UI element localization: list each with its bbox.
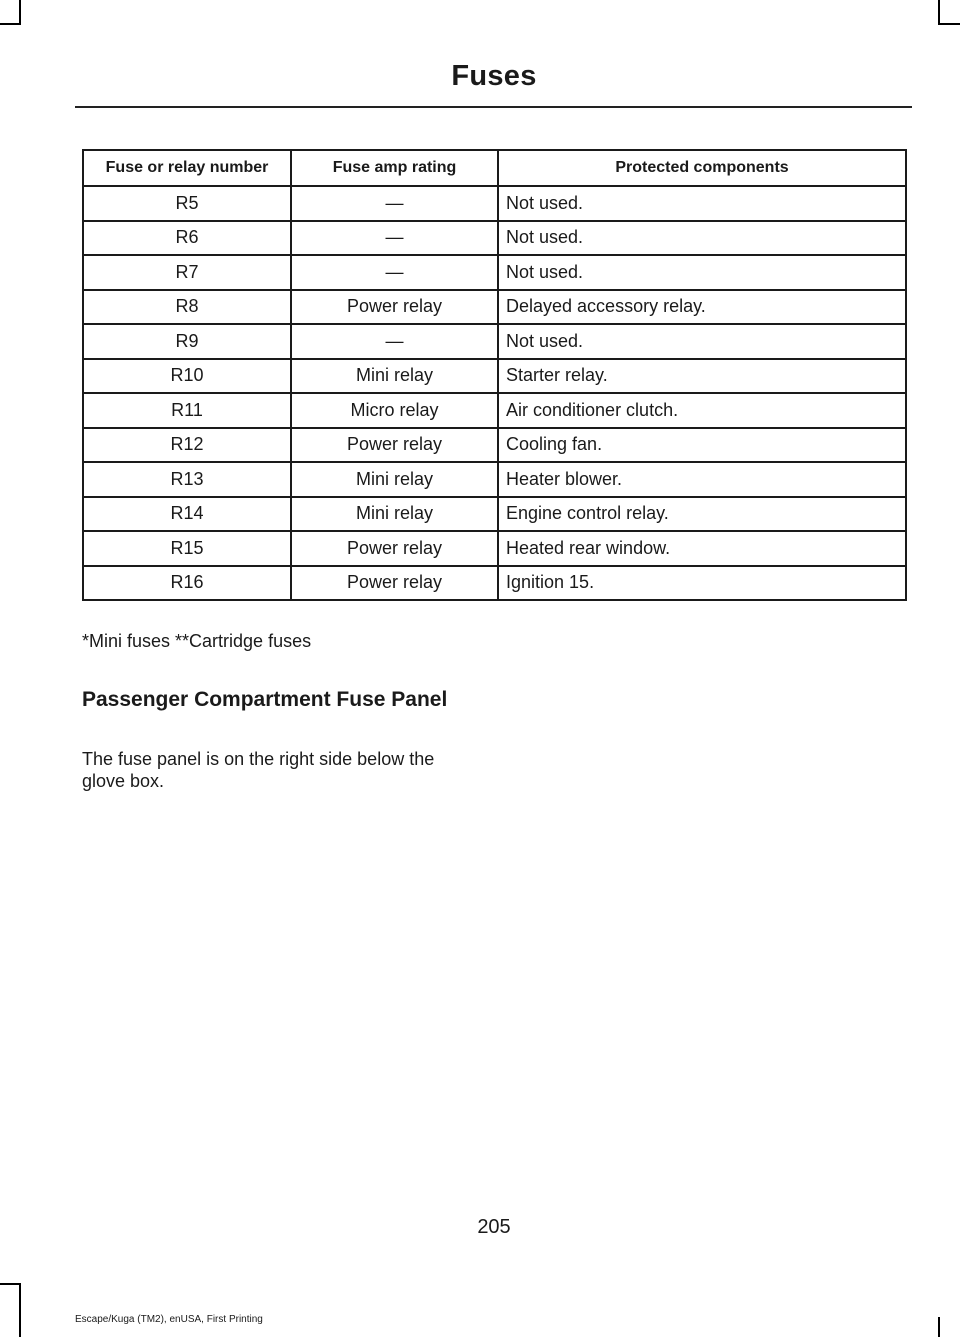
amp-rating-cell: — xyxy=(291,186,498,221)
header-rule xyxy=(75,106,912,108)
table-row xyxy=(83,497,906,532)
protected-component-cell: Air conditioner clutch. xyxy=(498,393,906,428)
fuse-number-cell: R9 xyxy=(83,324,291,359)
fuse-number-cell: R16 xyxy=(83,566,291,601)
crop-mark-top-left-v xyxy=(19,0,21,25)
section-body: The fuse panel is on the right side below the glove box. xyxy=(82,749,435,791)
table-header-row xyxy=(83,150,906,186)
crop-mark-top-right-v xyxy=(938,0,940,25)
table-row xyxy=(83,393,906,428)
amp-rating-cell: Power relay xyxy=(291,531,498,566)
amp-rating-cell: Power relay xyxy=(291,290,498,325)
protected-component-cell: Starter relay. xyxy=(498,359,906,394)
page-title: Fuses xyxy=(451,60,537,92)
protected-component-cell: Not used. xyxy=(498,221,906,256)
fuse-table xyxy=(82,149,907,601)
table-row xyxy=(83,359,906,394)
crop-mark-top-left-h xyxy=(0,23,20,25)
amp-rating-cell: Power relay xyxy=(291,428,498,463)
fuse-number-cell: R8 xyxy=(83,290,291,325)
protected-component-cell: Cooling fan. xyxy=(498,428,906,463)
fuse-number-cell: R6 xyxy=(83,221,291,256)
page-number: 205 xyxy=(477,1216,511,1238)
amp-rating-cell: Mini relay xyxy=(291,497,498,532)
protected-component-cell: Not used. xyxy=(498,255,906,290)
table-row xyxy=(83,221,906,256)
section-heading: Passenger Compartment Fuse Panel xyxy=(82,688,448,711)
table-row xyxy=(83,186,906,221)
footer-text: Escape/Kuga (TM2), enUSA, First Printing xyxy=(75,1314,263,1325)
crop-mark-bottom-left-h xyxy=(0,1283,20,1285)
fuse-number-cell: R11 xyxy=(83,393,291,428)
amp-rating-cell: Micro relay xyxy=(291,393,498,428)
fuse-number-cell: R12 xyxy=(83,428,291,463)
crop-mark-top-right-h xyxy=(940,23,960,25)
amp-rating-cell: — xyxy=(291,255,498,290)
table-row xyxy=(83,462,906,497)
protected-component-cell: Engine control relay. xyxy=(498,497,906,532)
crop-mark-bottom-right-v xyxy=(938,1317,940,1337)
amp-rating-cell: — xyxy=(291,221,498,256)
table-row xyxy=(83,255,906,290)
fuse-number-cell: R10 xyxy=(83,359,291,394)
table-row xyxy=(83,428,906,463)
protected-component-cell: Not used. xyxy=(498,186,906,221)
fuse-number-cell: R13 xyxy=(83,462,291,497)
protected-component-cell: Not used. xyxy=(498,324,906,359)
fuse-number-cell: R7 xyxy=(83,255,291,290)
table-row xyxy=(83,324,906,359)
table-footnote: *Mini fuses **Cartridge fuses xyxy=(82,631,312,651)
amp-rating-cell: — xyxy=(291,324,498,359)
column-header-protected-components: Protected components xyxy=(498,150,906,186)
fuse-number-cell: R14 xyxy=(83,497,291,532)
column-header-amp-rating: Fuse amp rating xyxy=(291,150,498,186)
fuse-number-cell: R5 xyxy=(83,186,291,221)
column-header-fuse-number: Fuse or relay number xyxy=(83,150,291,186)
table-row xyxy=(83,531,906,566)
protected-component-cell: Ignition 15. xyxy=(498,566,906,601)
protected-component-cell: Heater blower. xyxy=(498,462,906,497)
table-row xyxy=(83,290,906,325)
crop-mark-bottom-left-v xyxy=(19,1283,21,1337)
fuse-number-cell: R15 xyxy=(83,531,291,566)
amp-rating-cell: Mini relay xyxy=(291,359,498,394)
protected-component-cell: Heated rear window. xyxy=(498,531,906,566)
amp-rating-cell: Power relay xyxy=(291,566,498,601)
protected-component-cell: Delayed accessory relay. xyxy=(498,290,906,325)
amp-rating-cell: Mini relay xyxy=(291,462,498,497)
table-row xyxy=(83,566,906,601)
